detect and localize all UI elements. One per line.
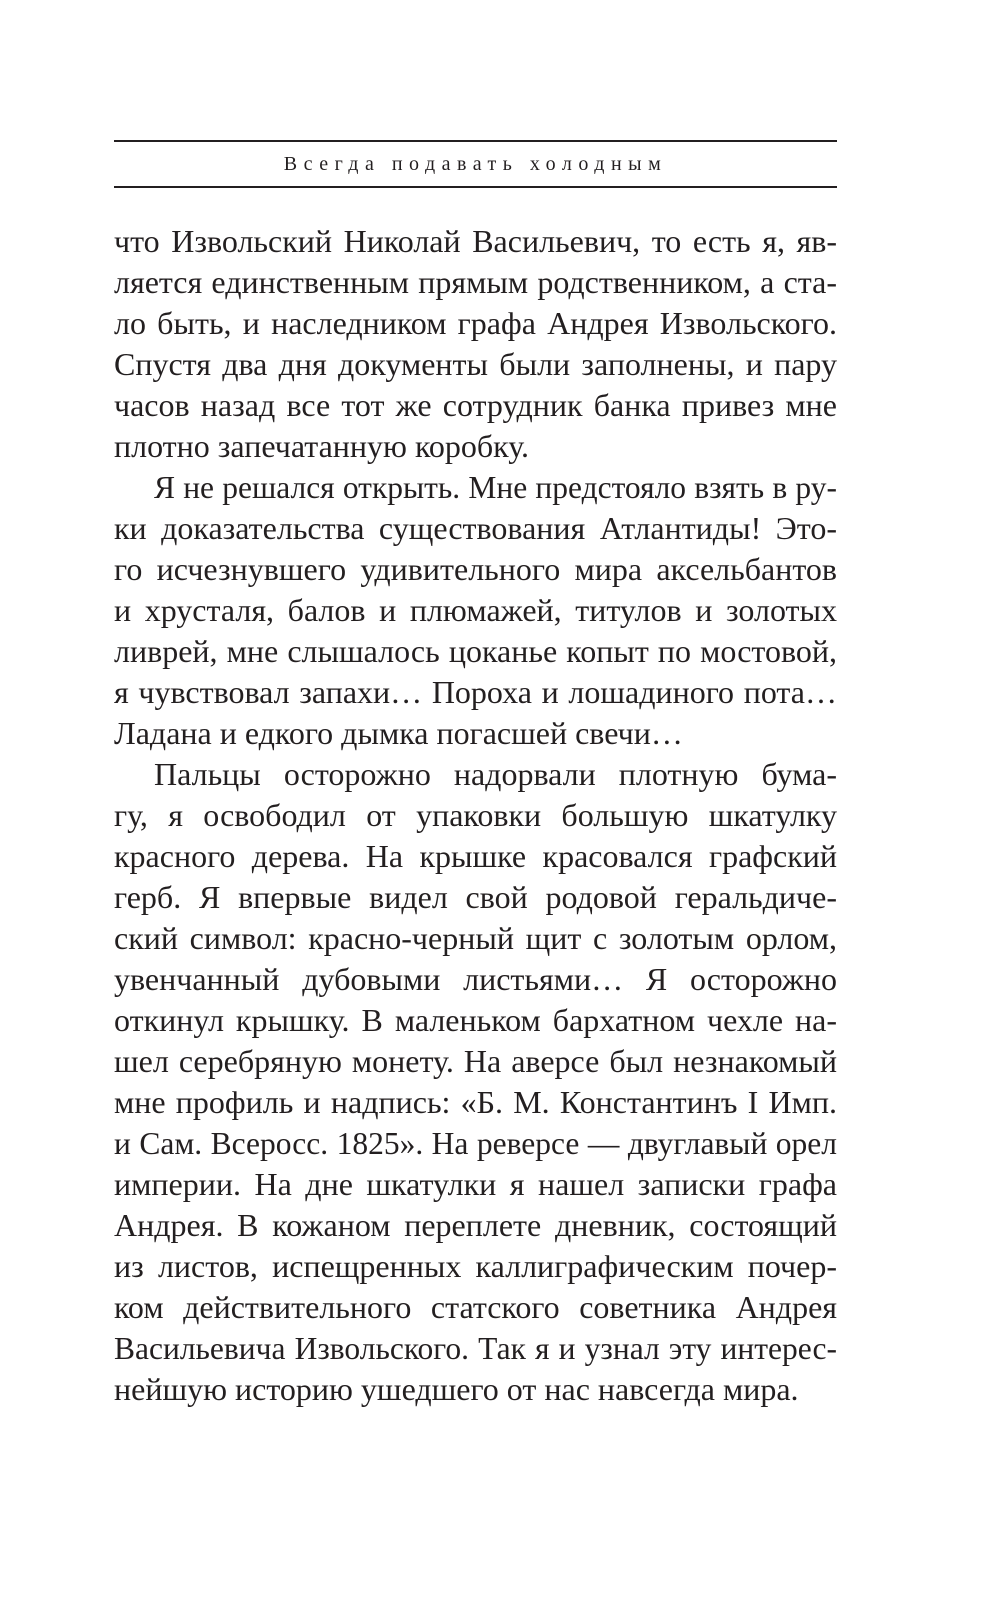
text-line: ло быть, и наследником графа Андрея Извольского. bbox=[114, 305, 837, 341]
header-top-rule bbox=[114, 140, 837, 142]
running-head-title: Всегда подавать холодным bbox=[283, 153, 668, 175]
text-line: ский символ: красно-черный щит с золотым орлом, bbox=[114, 920, 837, 956]
text-line: Ладана и едкого дымка погасшей свечи… bbox=[114, 715, 683, 751]
text-line: увенчанный дубовыми листьями… Я осторожно bbox=[114, 961, 837, 997]
text-line: и Сам. Всеросс. 1825». На реверсе — двуглавый орел bbox=[114, 1126, 837, 1161]
text-line: что Извольский Николай Васильевич, то есть я, яв- bbox=[114, 223, 837, 259]
text-line: Пальцы осторожно надорвали плотную бума- bbox=[154, 756, 837, 792]
paragraph-3 bbox=[114, 754, 837, 1410]
text-line: империи. На дне шкатулки я нашел записки графа bbox=[114, 1166, 837, 1202]
body-text bbox=[114, 221, 837, 1410]
text-line: ки доказательства существования Атлантиды! Это- bbox=[114, 510, 837, 546]
text-line: и хрусталя, балов и плюмажей, титулов и золотых bbox=[114, 592, 837, 628]
text-line: красного дерева. На крышке красовался графский bbox=[114, 838, 837, 874]
text-line: Я не решался открыть. Мне предстояло взять в ру- bbox=[154, 470, 837, 505]
text-line: из листов, испещренных каллиграфическим почер- bbox=[114, 1248, 837, 1284]
text-line: го исчезнувшего удивительного мира аксельбантов bbox=[114, 551, 837, 587]
paragraph-2 bbox=[114, 467, 837, 754]
text-line: гу, я освободил от упаковки большую шкатулку bbox=[114, 797, 837, 833]
text-line: часов назад все тот же сотрудник банка привез мне bbox=[114, 387, 837, 423]
text-line: Васильевича Извольского. Так я и узнал эту интерес- bbox=[114, 1331, 837, 1366]
header-bottom-rule bbox=[114, 186, 837, 188]
text-line: мне профиль и надпись: «Б. М. Константинъ I Имп. bbox=[114, 1084, 837, 1120]
text-line: плотно запечатанную коробку. bbox=[114, 428, 530, 464]
text-line: герб. Я впервые видел свой родовой геральдиче- bbox=[114, 879, 837, 915]
text-line: Андрея. В кожаном переплете дневник, состоящий bbox=[114, 1207, 837, 1243]
text-line: ляется единственным прямым родственником, а ста- bbox=[114, 264, 837, 300]
text-line: Спустя два дня документы были заполнены, и пару bbox=[114, 346, 837, 382]
text-line: шел серебряную монету. На аверсе был незнакомый bbox=[114, 1043, 837, 1079]
text-line: нейшую историю ушедшего от нас навсегда мира. bbox=[114, 1371, 799, 1407]
text-line: я чувствовал запахи… Пороха и лошадиного пота… bbox=[114, 674, 837, 710]
text-line: ливрей, мне слышалось цоканье копыт по мостовой, bbox=[114, 633, 837, 669]
paragraph-1 bbox=[114, 221, 837, 467]
text-line: откинул крышку. В маленьком бархатном чехле на- bbox=[114, 1002, 837, 1038]
text-line: ком действительного статского советника Андрея bbox=[114, 1289, 837, 1325]
